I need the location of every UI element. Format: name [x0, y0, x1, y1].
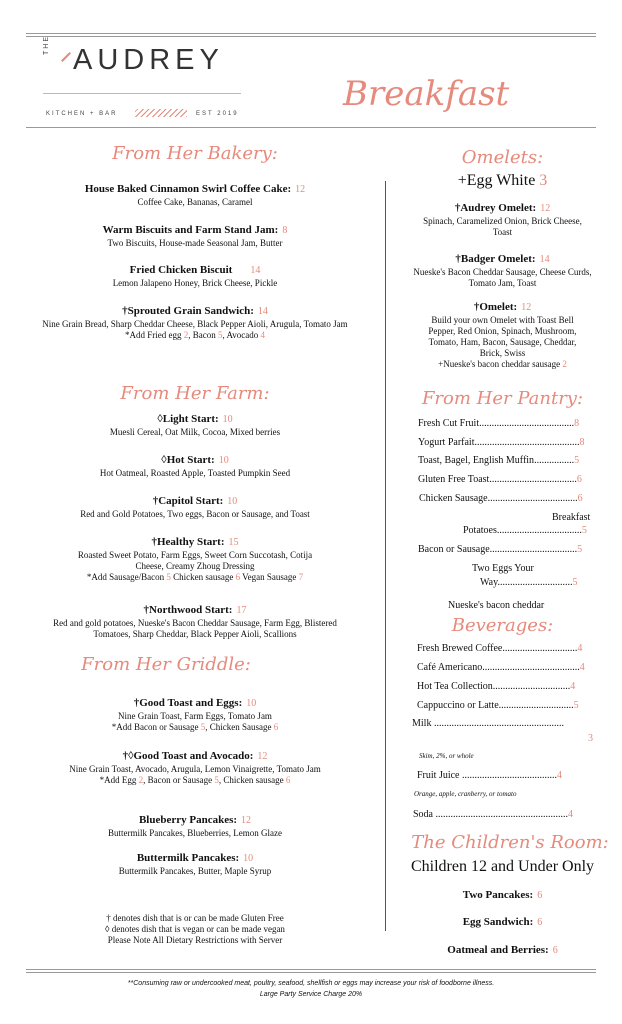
juice-note: Orange, apple, cranberry, or tomato [414, 790, 517, 798]
vegan-note: ◊ denotes dish that is vegan or can be made vegan [105, 924, 285, 934]
item-price: 12 [241, 815, 252, 826]
item-name: †◊Good Toast and Avocado: [122, 750, 254, 762]
beverage-row: Soda .....................................................4 [413, 809, 573, 820]
logo-est: EST 2019 [196, 111, 239, 117]
beverages-title: Beverages: [451, 615, 554, 636]
item-price: 14 [539, 254, 550, 265]
dietary-notes [30, 913, 360, 946]
menu-item [405, 249, 600, 289]
item-desc: Roasted Sweet Potato, Farm Eggs, Sweet Corn Succotash, Cotija Cheese, Creamy Zhoug Dressing [77, 550, 313, 571]
pantry-row: Fresh Cut Fruit......................................8 [418, 418, 580, 429]
menu-item [30, 220, 360, 249]
item-price: 6 [537, 890, 543, 901]
item-name: Two Pancakes: [462, 889, 534, 901]
item-price: 10 [218, 455, 229, 466]
item-desc: Nine Grain Toast, Farm Eggs, Tomato Jam [118, 711, 272, 721]
item-desc: Build your own Omelet with Toast Bell Pepper, Red Onion, Spinach, Mushroom, Tomato, Ham, Bacon, Sausage, Cheddar, Brick, Swiss [428, 315, 577, 358]
item-price: 8 [282, 225, 288, 236]
page-title: Breakfast [343, 74, 510, 114]
item-desc: Red and gold potatoes, Nueske's Bacon Cheddar Sausage, Farm Egg, Blistered Tomatoes, Sharp Cheddar, Black Pepper Aioli, Scallions [53, 618, 337, 639]
beverage-row: Café Americano.......................................4 [417, 662, 585, 673]
item-name: ◊Light Start: [157, 413, 219, 425]
item-name: †Healthy Start: [151, 536, 225, 548]
item-desc: Spinach, Caramelized Onion, Brick Cheese, Toast [423, 216, 582, 237]
pantry-row: Bacon or Sausage...................................5 [418, 544, 583, 555]
menu-item [30, 810, 360, 839]
pantry-title: From Her Pantry: [421, 388, 584, 409]
footer-service-charge: Large Party Service Charge 20% [259, 991, 363, 998]
menu-item [30, 746, 360, 786]
header-bottom-rule [26, 127, 596, 128]
header-top-rule [26, 33, 596, 34]
item-name: Oatmeal and Berries: [447, 944, 549, 956]
logo-slash [61, 52, 71, 62]
menu-item [405, 940, 600, 958]
logo-the: THE [43, 35, 50, 55]
footer-rule-2 [26, 972, 596, 973]
milk-note: Skim, 2%, or whole [419, 752, 474, 760]
item-desc: Nine Grain Bread, Sharp Cheddar Cheese, Black Pepper Aioli, Arugula, Tomato Jam [42, 319, 348, 329]
item-name: †Sprouted Grain Sandwich: [122, 305, 254, 317]
item-addon: *Add Bacon or Sausage 5, Chicken Sausage 6 [111, 722, 279, 732]
logo-kitchen: KITCHEN + BAR [46, 111, 118, 117]
logo-name: AUDREY [73, 44, 224, 76]
menu-item [30, 491, 360, 520]
item-price: 10 [246, 698, 257, 709]
bakery-title: From Her Bakery: [112, 143, 278, 164]
pantry-row: Chicken Sausage....................................6 [419, 493, 583, 504]
logo-divider [43, 93, 241, 94]
menu-item [30, 693, 360, 733]
item-name: ◊Hot Start: [161, 454, 215, 466]
item-price: 12 [295, 184, 306, 195]
griddle-title: From Her Griddle: [81, 654, 251, 675]
menu-item [30, 848, 360, 877]
item-desc: Hot Oatmeal, Roasted Apple, Toasted Pumpkin Seed [99, 468, 291, 478]
logo-hatch [135, 109, 187, 117]
item-name: †Badger Omelet: [455, 253, 536, 265]
pantry-cut-row: Nueske's bacon cheddar [448, 600, 545, 611]
pantry-row: Toast, Bagel, English Muffin................5 [418, 455, 580, 466]
menu-item [30, 600, 360, 640]
item-name: House Baked Cinnamon Swirl Coffee Cake: [84, 183, 292, 195]
menu-item [30, 301, 360, 341]
pantry-two-eggs: Two Eggs Your [472, 563, 534, 574]
item-price: 6 [537, 917, 543, 928]
menu-item [405, 885, 600, 903]
column-divider [385, 181, 386, 931]
item-name: †Omelet: [473, 301, 518, 313]
item-price: 6 [552, 945, 558, 956]
egg-white-line: +Egg White 3 [457, 172, 548, 189]
item-name: †Northwood Start: [143, 604, 233, 616]
pantry-row: Yogurt Parfait..........................................8 [418, 437, 585, 448]
beverage-row: Hot Tea Collection...............................4 [417, 681, 576, 692]
item-name: Blueberry Pancakes: [138, 814, 238, 826]
menu-item [30, 260, 360, 289]
item-addon: *Add Egg 2, Bacon or Sausage 5, Chicken sausage 6 [99, 775, 291, 785]
footer-disclaimer: **Consuming raw or undercooked meat, poultry, seafood, shellfish or eggs may increase your risk of foodborne illness. [127, 980, 495, 987]
menu-item [30, 532, 360, 583]
item-addon: *Add Fried egg 2, Bacon 5, Avocado 4 [124, 330, 266, 340]
item-desc: Coffee Cake, Bananas, Caramel [137, 197, 253, 207]
item-desc: Buttermilk Pancakes, Blueberries, Lemon Glaze [108, 828, 282, 838]
item-price: 12 [540, 203, 551, 214]
item-addon: *Add Sausage/Bacon 5 Chicken sausage 6 Vegan Sausage 7 [86, 572, 304, 582]
item-desc: Red and Gold Potatoes, Two eggs, Bacon or Sausage, and Toast [80, 509, 310, 519]
item-price: 12 [521, 302, 532, 313]
header-top-rule-2 [26, 36, 596, 37]
item-name: Egg Sandwich: [462, 916, 534, 928]
item-desc: Nueske's Bacon Cheddar Sausage, Cheese Curds, Tomato Jam, Toast [413, 267, 592, 288]
gluten-free-note: † denotes dish that is or can be made Gluten Free [106, 913, 284, 923]
menu-item [30, 450, 360, 479]
menu-item [30, 409, 360, 438]
item-desc: Muesli Cereal, Oat Milk, Cocoa, Mixed berries [109, 427, 281, 437]
beverage-row: Cappuccino or Latte..............................5 [417, 700, 579, 711]
item-price: 14 [250, 265, 261, 276]
item-price: 10 [222, 414, 233, 425]
restrictions-note: Please Note All Dietary Restrictions with Server [107, 935, 283, 945]
item-price: 15 [228, 537, 239, 548]
menu-item [405, 198, 600, 238]
item-price: 10 [227, 496, 238, 507]
item-name: †Good Toast and Eggs: [133, 697, 243, 709]
menu-item [30, 179, 360, 208]
pantry-row: Potatoes..................................5 [463, 525, 587, 536]
pantry-row: Gluten Free Toast...................................6 [418, 474, 582, 485]
item-name: Buttermilk Pancakes: [136, 852, 240, 864]
item-desc: Two Biscuits, House-made Seasonal Jam, Butter [107, 238, 283, 248]
item-desc: Buttermilk Pancakes, Butter, Maple Syrup [118, 866, 272, 876]
item-name: Fried Chicken Biscuit [129, 264, 233, 276]
item-addon: +Nueske's bacon cheddar sausage 2 [438, 359, 567, 369]
item-price: 14 [257, 306, 268, 317]
beverage-row: Milk .................................................... [412, 718, 564, 729]
item-name: Warm Biscuits and Farm Stand Jam: [102, 224, 279, 236]
footer-rule [26, 969, 596, 970]
farm-title: From Her Farm: [120, 383, 270, 404]
milk-price: 3 [588, 733, 593, 744]
beverage-row: Fruit Juice ......................................4 [417, 770, 562, 781]
children-sub: Children 12 and Under Only [410, 858, 595, 875]
item-name: †Audrey Omelet: [454, 202, 537, 214]
children-title: The Children's Room: [411, 832, 609, 853]
item-name: †Capitol Start: [152, 495, 224, 507]
menu-item [405, 297, 600, 370]
pantry-row: Way..............................5 [480, 577, 578, 588]
item-desc: Nine Grain Toast, Avocado, Arugula, Lemon Vinaigrette, Tomato Jam [69, 764, 321, 774]
menu-item [405, 912, 600, 930]
beverage-row: Fresh Brewed Coffee..............................4 [417, 643, 583, 654]
item-price: 17 [236, 605, 247, 616]
item-price: 10 [243, 853, 254, 864]
item-desc: Lemon Jalapeno Honey, Brick Cheese, Pickle [112, 278, 278, 288]
omelets-title: Omelets: [461, 147, 544, 168]
pantry-breakfast-head: Breakfast [552, 512, 591, 523]
item-price: 12 [257, 751, 268, 762]
